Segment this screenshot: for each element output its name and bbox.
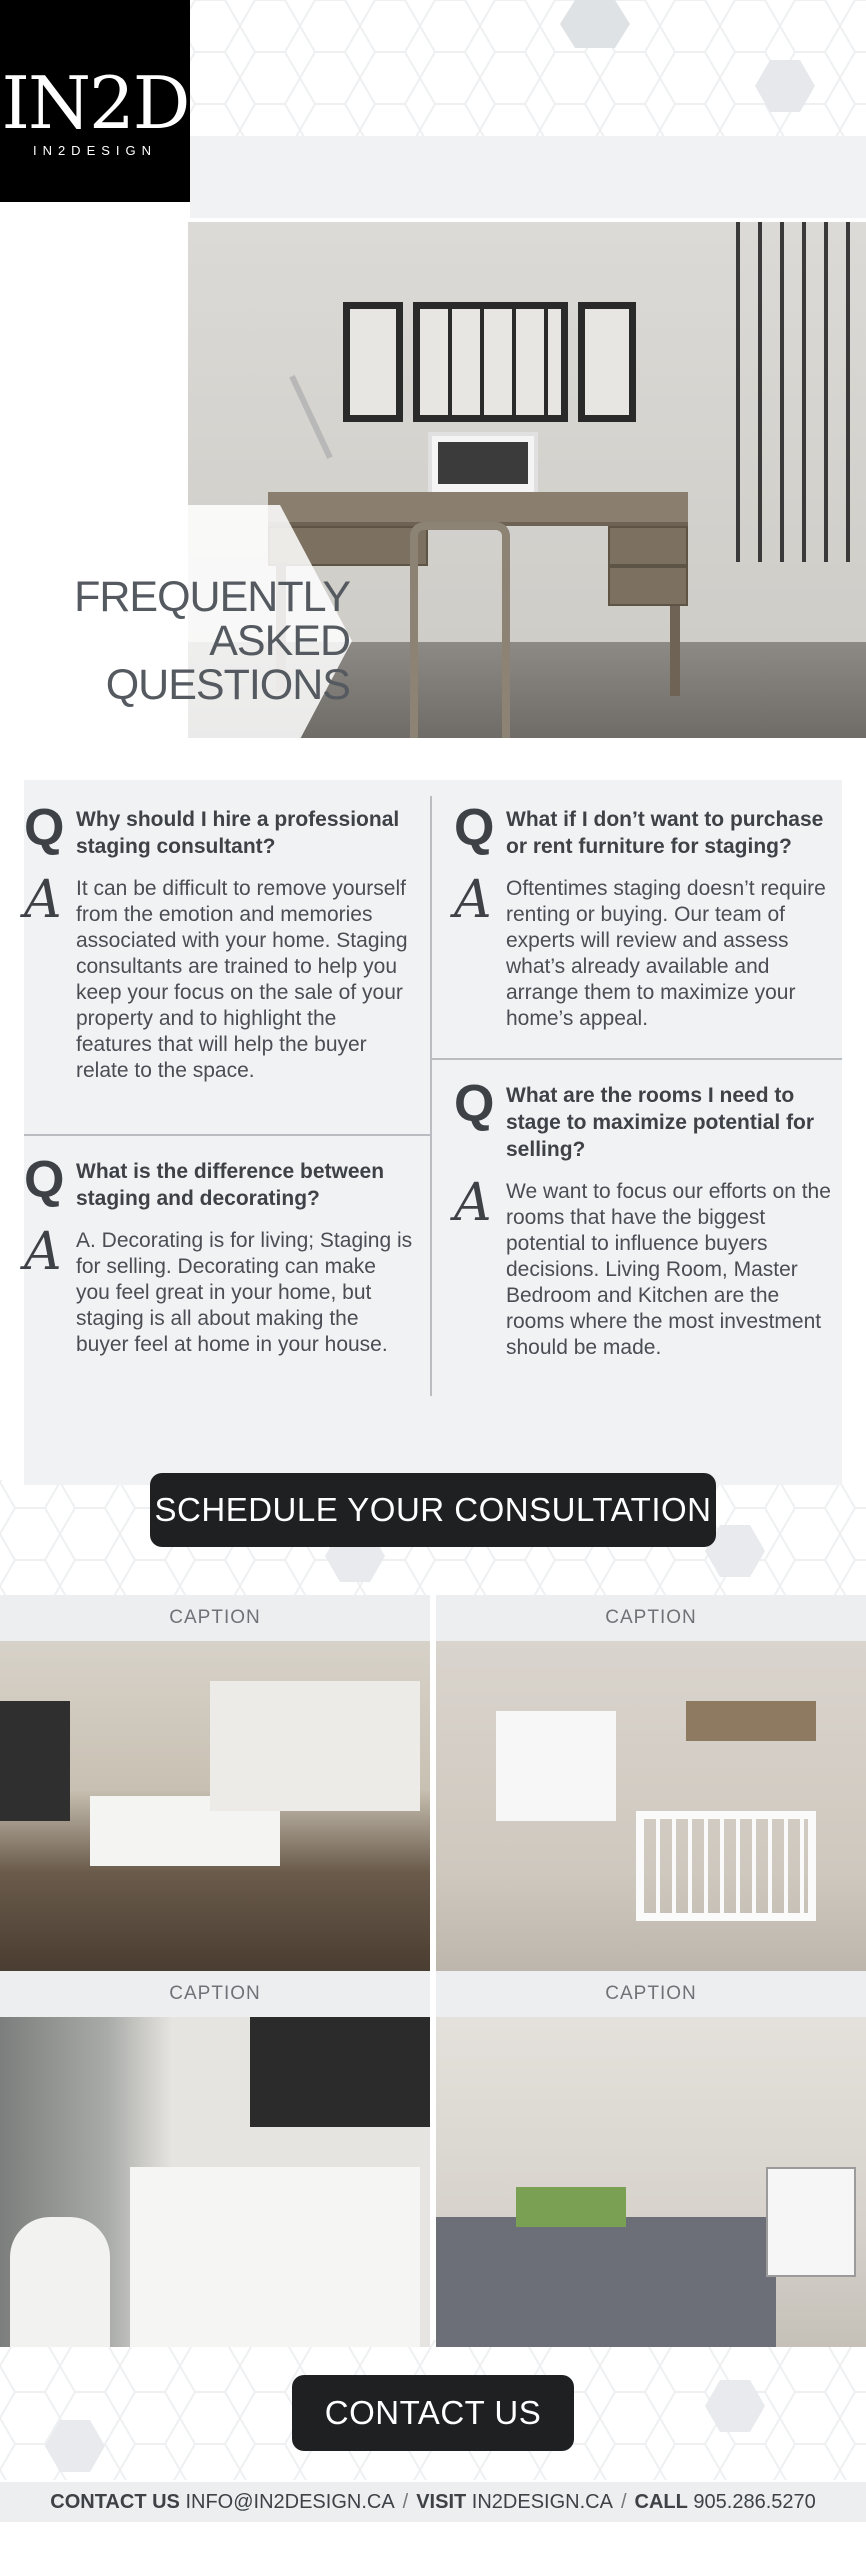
footer-website-link[interactable]: IN2DESIGN.CA [471, 2490, 613, 2513]
row-divider-left [24, 1134, 430, 1136]
page-title: FREQUENTLY ASKED QUESTIONS [74, 573, 350, 709]
answer-mark-a-icon: A [454, 870, 492, 930]
faq-title-block [0, 505, 360, 777]
footer-separator: / [620, 2490, 627, 2513]
gallery-caption: CAPTION [436, 1595, 866, 1641]
question-mark-q-icon: Q [24, 1151, 65, 1209]
nursery-photo [436, 1641, 866, 1971]
contact-us-button[interactable]: CONTACT US [292, 2375, 574, 2451]
question-mark-q-icon: Q [24, 799, 65, 857]
kitchen-photo [0, 1641, 430, 1971]
bedroom-photo [436, 2017, 866, 2347]
footer-separator: / [402, 2490, 409, 2513]
bathroom-photo [0, 2017, 430, 2347]
footer-contact-label: CONTACT US [50, 2490, 180, 2513]
gallery-item-nursery[interactable] [436, 1595, 866, 1971]
wall-frame-center [413, 302, 568, 422]
faq-item-rooms-to-stage [454, 1075, 834, 1361]
gallery-item-kitchen[interactable] [0, 1595, 430, 1971]
gallery-item-bedroom[interactable] [436, 1971, 866, 2347]
column-divider [430, 796, 432, 1396]
answer-mark-a-icon: A [24, 870, 62, 930]
faq-panel [24, 780, 842, 1485]
gallery-item-bathroom[interactable] [0, 1971, 430, 2347]
faq-question: Why should I hire a professional staging consultant? [76, 808, 400, 858]
row-divider-right [432, 1058, 842, 1060]
question-mark-q-icon: Q [454, 1075, 495, 1133]
footer-email-link[interactable]: INFO@IN2DESIGN.CA [185, 2490, 395, 2513]
footer-contact-bar [0, 2482, 866, 2522]
faq-item-no-furniture [454, 799, 834, 1032]
faq-question: What is the difference between staging and decorating? [76, 1160, 385, 1210]
footer-call-label: CALL [634, 2490, 688, 2513]
schedule-consultation-button[interactable]: SCHEDULE YOUR CONSULTATION [150, 1473, 716, 1547]
wall-frame-right [578, 302, 636, 422]
staircase [736, 222, 866, 562]
answer-mark-a-icon: A [24, 1222, 62, 1282]
answer-mark-a-icon: A [454, 1173, 492, 1233]
laptop [428, 432, 538, 498]
logo-wordmark: IN2D [1, 60, 189, 145]
faq-answer: A. Decorating is for living; Staging is for selling. Decorating can make you feel great in your home, but staging is all about making the buyer feel at home in your house. [76, 1229, 413, 1356]
question-mark-q-icon: Q [454, 799, 495, 857]
faq-answer: It can be difficult to remove yourself from the emotion and memories associated with your home. Staging consultants are trained to help you keep your focus on the sale of your property and to highlight the features that will help the buyer relate to the space. [76, 877, 408, 1082]
header-band [190, 136, 866, 218]
faq-item-staging-vs-decorating [24, 1151, 414, 1358]
gallery-caption: CAPTION [0, 1595, 430, 1641]
faq-answer: Oftentimes staging doesn’t require renting or buying. Our team of experts will review and assess what’s already available and arrange them to maximize your home’s appeal. [506, 877, 826, 1030]
wall-frame-left [343, 302, 403, 422]
brand-logo[interactable] [0, 0, 190, 202]
faq-answer: We want to focus our efforts on the rooms that have the biggest potential to influence buyers decisions. Living Room, Master Bedroom and Kitchen are the rooms where the most investment should be made. [506, 1180, 831, 1359]
logo-subtitle: IN2DESIGN [32, 142, 158, 158]
faq-question: What if I don’t want to purchase or rent furniture for staging? [506, 808, 824, 858]
metal-chair [410, 522, 510, 738]
footer-visit-label: VISIT [416, 2490, 467, 2513]
faq-item-hire-consultant [24, 799, 414, 1084]
faq-question: What are the rooms I need to stage to maximize potential for selling? [506, 1084, 815, 1161]
footer-phone-link[interactable]: 905.286.5270 [693, 2490, 816, 2513]
gallery-caption: CAPTION [436, 1971, 866, 2017]
gallery-caption: CAPTION [0, 1971, 430, 2017]
